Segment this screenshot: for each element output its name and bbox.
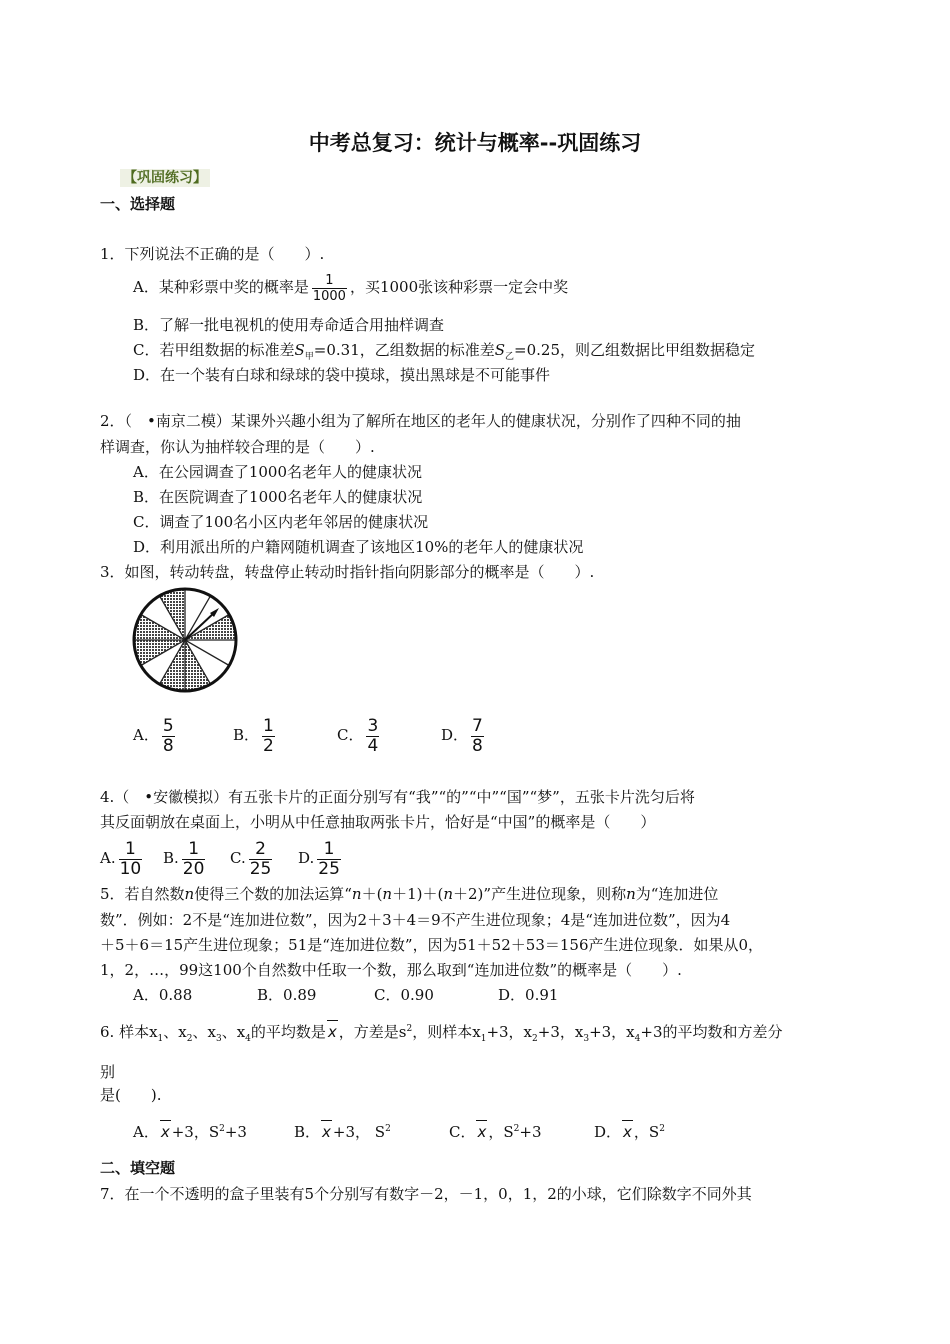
q1-stem: 1．下列说法不正确的是（ ）.: [100, 245, 325, 263]
q6-line-1: 6. 样本$x_1$、$x_2$、$x_3$、$x_4$的平均数是 x ，方差是$s^2$，则样本$x_1+3$，$x_2+3$，$x_3+3$，$x_4+3$的平均数和方差分: [100, 1023, 783, 1044]
q5-option-b: B．0.89: [257, 986, 317, 1004]
q4-option-d: D. $\frac{1}{25}$: [298, 838, 340, 879]
q1-option-c: C．若甲组数据的标准差$S_甲=0.31$，乙组数据的标准差$S_乙=0.25$，则乙组数据比甲组数据稳定: [133, 341, 756, 362]
q2-option-b: B．在医院调查了1000名老年人的健康状况: [133, 488, 423, 506]
q4-option-c: C. $\frac{2}{25}$: [230, 838, 272, 879]
q2-option-d: D．利用派出所的户籍网随机调查了该地区10%的老年人的健康状况: [133, 538, 584, 556]
q2-line-2: 样调查，你认为抽样较合理的是（ ）.: [100, 438, 375, 456]
q4-line-1: 4.（ •安徽模拟）有五张卡片的正面分别写有“我”“的”“中”“国”“梦”，五张卡片洗匀后将: [100, 788, 695, 806]
q1-fraction: $\frac{1}{1000}$: [312, 272, 346, 304]
q2-option-c: C．调查了100名小区内老年邻居的健康状况: [133, 513, 429, 531]
q5-line-1: 5．若自然数n使得三个数的加法运算“n＋(n＋1)＋(n＋2)”产生进位现象，则称n为“连加进位: [100, 885, 719, 903]
q2-option-a: A．在公园调查了1000名老年人的健康状况: [133, 463, 423, 481]
q4-fraction: $\frac{2}{25}$: [249, 838, 272, 879]
q6-line-3: 是( ).: [100, 1086, 162, 1104]
q3-fraction: $\frac{3}{4}$: [367, 715, 379, 756]
q5-option-a: A．0.88: [133, 986, 193, 1004]
q3-option-a: A． $\frac{5}{8}$: [133, 715, 174, 756]
q1-option-d: D．在一个装有白球和绿球的袋中摸球，摸出黑球是不可能事件: [133, 366, 551, 384]
section-heading-fill: 二、填空题: [100, 1159, 176, 1177]
q3-option-b: B． $\frac{1}{2}$: [233, 715, 274, 756]
q2-line-1: 2．（ •南京二模）某课外兴趣小组为了解所在地区的老年人的健康状况，分别作了四种不同的抽: [100, 412, 741, 430]
q5-option-c: C．0.90: [374, 986, 434, 1004]
q4-fraction: $\frac{1}{20}$: [182, 838, 205, 879]
q6-option-b: B． x +3， $S^2$: [294, 1123, 391, 1141]
q3-fraction: $\frac{7}{8}$: [472, 715, 483, 756]
q1-option-a: A．某种彩票中奖的概率是 $\frac{1}{1000}$ ，买1000张该种彩票一定会中奖: [133, 272, 569, 304]
q3-fraction: $\frac{1}{2}$: [263, 715, 274, 756]
q6-option-d: D． x ，$S^2$: [594, 1123, 665, 1141]
q3-stem: 3．如图，转动转盘，转盘停止转动时指针指向阴影部分的概率是（ ）.: [100, 563, 595, 581]
section-heading-choice: 一、选择题: [100, 195, 176, 213]
q7-line-1: 7．在一个不透明的盒子里装有5个分别写有数字－2，－1，0，1，2的小球，它们除数字不同外其: [100, 1185, 752, 1203]
q1-option-b: B．了解一批电视机的使用寿命适合用抽样调查: [133, 316, 445, 334]
q6-option-c: C． x ，$S^2+3$: [449, 1123, 542, 1141]
q5-line-2: 数”．例如：2不是“连加进位数”，因为2＋3＋4＝9不产生进位现象；4是“连加进位数”，因为4: [100, 911, 731, 929]
q4-fraction: $\frac{1}{10}$: [119, 838, 142, 879]
mean-symbol: x: [327, 1023, 337, 1041]
q4-line-2: 其反面朝放在桌面上，小明从中任意抽取两张卡片，恰好是“中国”的概率是（ ）: [100, 813, 656, 831]
page-title: 中考总复习：统计与概率--巩固练习: [308, 131, 642, 155]
q3-fraction: $\frac{5}{8}$: [162, 715, 174, 756]
q3-option-c: C． $\frac{3}{4}$: [337, 715, 379, 756]
q5-option-d: D．0.91: [498, 986, 559, 1004]
section-tag: 【巩固练习】: [120, 169, 210, 187]
spinner-figure: [131, 586, 239, 694]
q6-line-2: 别: [100, 1063, 116, 1081]
q5-line-4: 1，2，…，99这100个自然数中任取一个数，那么取到“连加进位数”的概率是（ ）.: [100, 961, 682, 979]
q3-option-d: D． $\frac{7}{8}$: [441, 715, 483, 756]
q4-option-a: A. $\frac{1}{10}$: [100, 838, 142, 879]
q4-fraction: $\frac{1}{25}$: [318, 838, 340, 879]
q5-line-3: ＋5＋6＝15产生进位现象；51是“连加进位数”，因为51＋52＋53＝156产生进位现象．如果从0，: [100, 936, 764, 954]
q6-option-a: A． x +3，$S^2+3$: [133, 1123, 247, 1141]
q4-option-b: B. $\frac{1}{20}$: [163, 838, 205, 879]
